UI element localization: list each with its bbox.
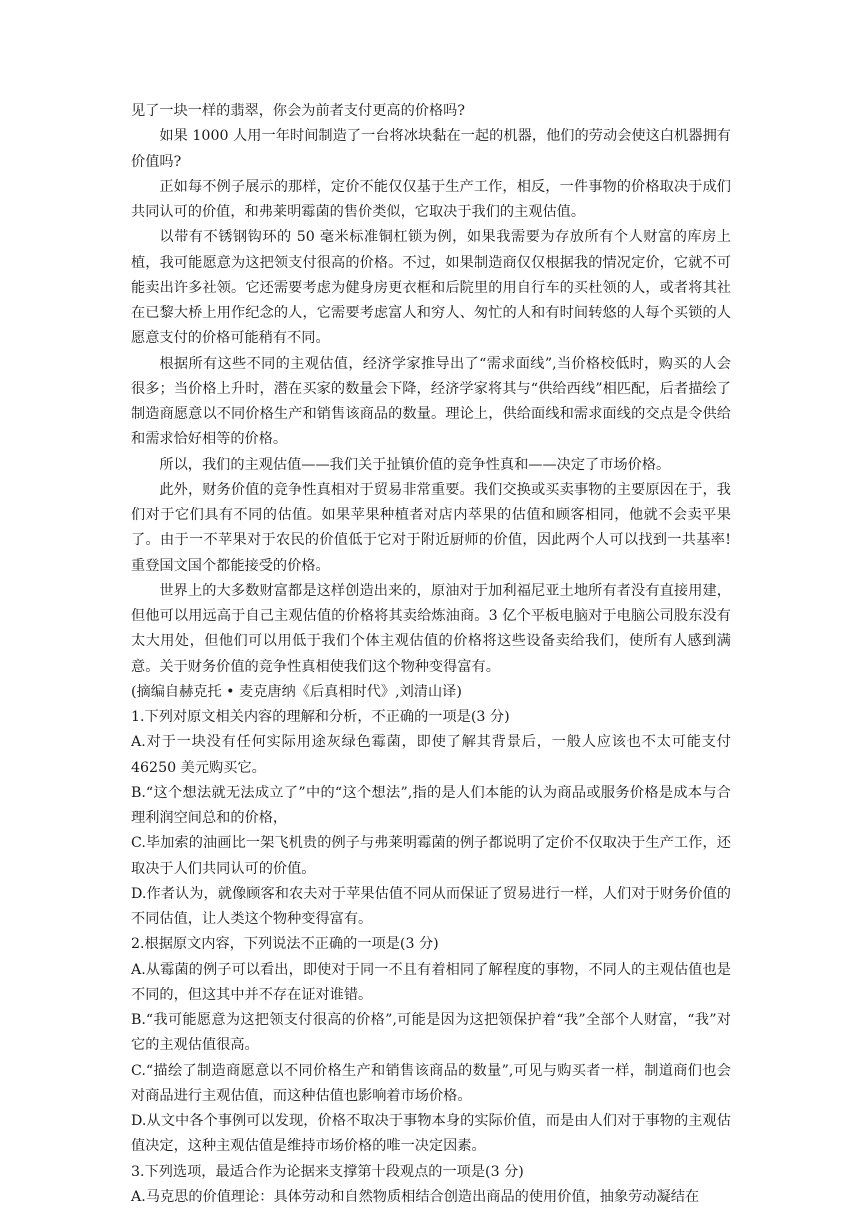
paragraph: 世界上的大多数财富都是这样创造出来的，原油对于加利福尼亚土地所有者没有直接用建，但他可以用远高于自己主观估值的价格将其卖给炼油商。3 亿个平板电脑对于电脑公司股东没有太大用处，但他们可以用低于我们个体主观估值的价格将这些设备卖给我们，使所有人感到满意。关于财务价值的竞争性真相使我们这个物种变得富有。	[131, 582, 731, 675]
paragraph: A.对于一块没有任何实际用途灰绿色霉菌，即使了解其背景后，一般人应该也不太可能支付 46250 美元购买它。	[131, 734, 731, 776]
paragraph: 3.下列选项，最适合作为论据来支撑第十段观点的一项是(3 分)	[131, 1163, 524, 1180]
paragraph: 根据所有这些不同的主观估值，经济学家推导出了“需求面线”,当价格校低时，购买的人会很多；当价格上升时，潜在买家的数量会下降，经济学家将其与“供给西线”相匹配，后者描绘了制造商愿意以不同价格生产和销售该商品的数量。理论上，供给面线和需求面线的交点是令供给和需求恰好相等的价格。	[131, 355, 731, 448]
paragraph: D.作者认为，就像顾客和农夫对于苹果估值不同从而保证了贸易进行一样，人们对于财务价值的不同估值，让人类这个物种变得富有。	[131, 885, 731, 927]
document-body	[131, 99, 731, 1210]
paragraph: 正如每不例子展示的那样，定价不能仅仅基于生产工作，相反，一件事物的价格取决于成们共同认可的价值，和弗莱明霉菌的售价类似，它取决于我们的主观估值。	[131, 178, 731, 220]
paragraph: 如果 1000 人用一年时间制造了一台将冰块黏在一起的机器，他们的劳动会使这白机器拥有价值吗?	[131, 128, 731, 170]
paragraph: 此外，财务价值的竞争性真相对于贸易非常重要。我们交换或买卖事物的主要原因在于，我们对于它们具有不同的估值。如果苹果种植者对店内萃果的估值和顾客相同，他就不会卖平果了。由于一不苹果对于农民的价值低于它对于附近厨师的价值，因此两个人可以找到一共基率!重登国文国个都能接受的价格。	[131, 481, 731, 574]
paragraph: 所以，我们的主观估值——我们关于扯镇价值的竞争性真和——决定了市场价格。	[159, 456, 671, 473]
paragraph: 2.根据原文内容，下列说法不正确的一项是(3 分)	[131, 936, 439, 953]
paragraph: C.“描绘了制造商愿意以不同价格生产和销售该商品的数量”,可见与购买者一样，制道商们也会对商品进行主观估值，而这种估值也影响着市场价格。	[131, 1062, 731, 1104]
paragraph: 见了一块一样的翡翠，你会为前者支付更高的价格吗?	[131, 103, 465, 119]
paragraph: 1.下列对原文相关内容的理解和分析，不正确的一项是(3 分)	[131, 709, 510, 725]
paragraph: A.从霉菌的例子可以看出，即使对于同一不且有着相同了解程度的事物，不同人的主观估值也是不同的，但这其中并不存在证对谁错。	[131, 961, 731, 1003]
paragraph: (摘编自赫克托 • 麦克唐纳《后真相时代》,刘清山译)	[131, 683, 462, 700]
paragraph: A.马克思的价值理论：具体劳动和自然物质相结合创造出商品的使用价值，抽象劳动凝结在	[131, 1188, 700, 1205]
paragraph: C.毕加索的油画比一架飞机贵的例子与弗莱明霉菌的例子都说明了定价不仅取决于生产工作，还取决于人们共同认可的价值。	[131, 835, 731, 877]
paragraph: 以带有不锈钢钩环的 50 毫米标准铜杠锁为例，如果我需要为存放所有个人财富的库房上植，我可能愿意为这把领支付很高的价格。不过，如果制造商仅仅根据我的情况定价，它就不可能卖出许多社领。它还需要考虑为健身房更衣框和后院里的用自行车的买杜领的人，或者将其社在已黎大桥上用作纪念的人，它需要考虑富人和穷人、匆忙的人和有时间转悠的人每个买锁的人愿意支付的价格可能稍有不同。	[131, 229, 731, 347]
paragraph: B.“我可能愿意为这把领支付很高的价格”,可能是因为这把领保护着“我”全部个人财富，“我”对它的主观估值很高。	[131, 1012, 731, 1054]
paragraph: D.从文中各个事例可以发现，价格不取决于事物本身的实际价值，而是由人们对于事物的主观估值决定，这种主观估值是维持市场价格的唯一决定因素。	[131, 1113, 731, 1155]
paragraph: B.“这个想法就无法成立了”中的“这个想法”,指的是人们本能的认为商品或服务价格是成本与合理利润空间总和的价格，	[131, 784, 731, 826]
